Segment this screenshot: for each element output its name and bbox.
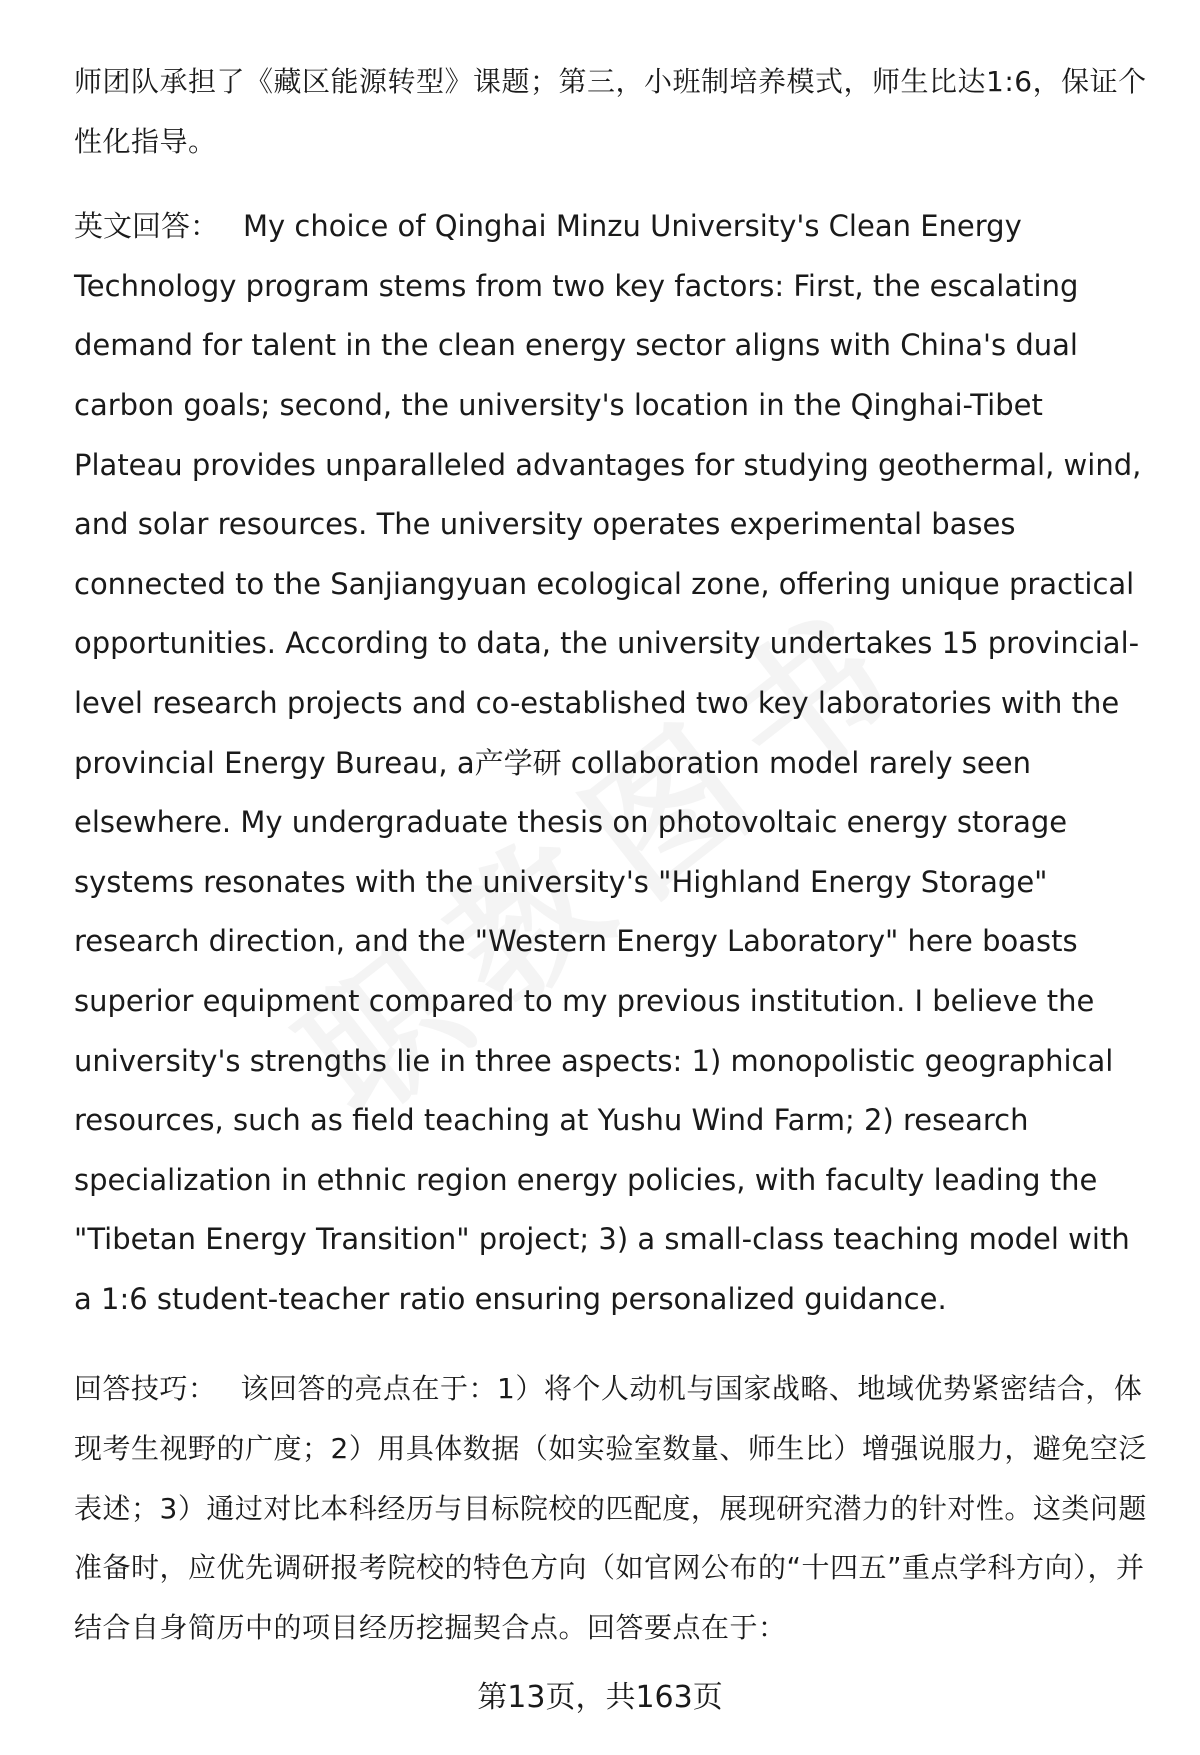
paragraph-text: 该回答的亮点在于：1）将个人动机与国家战略、地域优势紧密结合，体现考生视野的广度；2）用具体数据（如实验室数量、师生比）增强说服力，避免空泛表述；3）通过对比本科经历与目标院校的匹配度，展现研究潜力的针对性。这类问题准备时，应优先调研报考院校的特色方向（如官网公布的“十四五”重点学科方向），并结合自身简历中的项目经历挖掘契合点。回答要点在于： xyxy=(74,1372,1147,1644)
document-body xyxy=(74,52,1149,1657)
paragraph-english-answer xyxy=(74,197,1149,1329)
paragraph-text: My choice of Qinghai Minzu University's Clean Energy Technology program stems from two key factors: First, the escalating demand for talent in the clean energy sector aligns with China's dual carbon goals; second, the university's location in the Qinghai-Tibet Plateau provides unparalleled advantages for studying geothermal, wind, and solar resources. The university operates experimental bases connected to the Sanjiangyuan ecological zone, offering unique practical opportunities. According to data, the university undertakes 15 provincial-level research projects and co-established two key laboratories with the provincial Energy Bureau, a产学研 collaboration model rarely seen elsewhere. My undergraduate thesis on photovoltaic energy storage systems resonates with the university's "Highland Energy Storage" research direction, and the "Western Energy Laboratory" here boasts superior equipment compared to my previous institution. I believe the university's strengths lie in three aspects: 1) monopolistic geographical resources, such as field teaching at Yushu Wind Farm; 2) research specialization in ethnic region energy policies, with faculty leading the "Tibetan Energy Transition" project; 3) a small-class teaching model with a 1:6 student-teacher ratio ensuring personalized guidance. xyxy=(74,209,1142,1316)
paragraph-label: 回答技巧： xyxy=(74,1372,217,1406)
page-number: 第13页，共163页 xyxy=(477,1680,723,1715)
paragraph-label: 英文回答： xyxy=(74,209,220,244)
paragraph-continuation xyxy=(74,52,1149,171)
paragraph-text: 师团队承担了《藏区能源转型》课题；第三，小班制培养模式，师生比达1:6，保证个性化指导。 xyxy=(74,65,1147,158)
paragraph-answer-tips xyxy=(74,1359,1149,1657)
